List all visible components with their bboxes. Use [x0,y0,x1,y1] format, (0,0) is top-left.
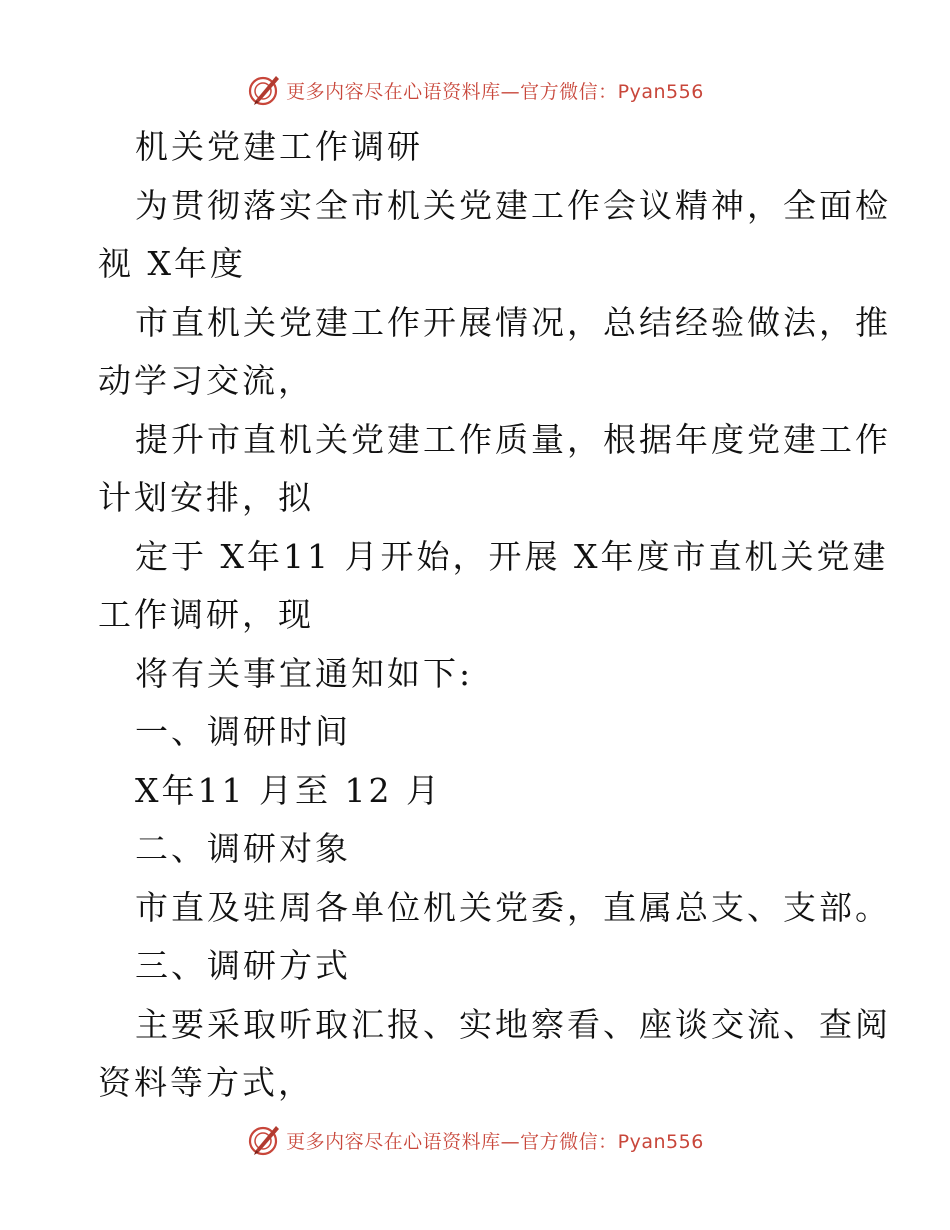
section-heading: 三、调研方式 [135,946,351,985]
header-banner [0,68,950,112]
paragraph-line: X年11 月至 12 月 [135,770,442,810]
paragraph-line: 工作调研，现 [98,595,314,634]
paragraph-line: 为贯彻落实全市机关党建工作会议精神，全面检 [135,185,891,225]
paragraph-line: 市直机关党建工作开展情况，总结经验做法，推 [135,302,891,342]
paragraph-line: 提升市直机关党建工作质量，根据年度党建工作 [135,419,891,459]
paragraph-line: 主要采取听取汇报、实地察看、座谈交流、查阅 [135,1004,891,1044]
paragraph-line: 资料等方式， [98,1063,314,1102]
quill-seal-logo-icon [246,1122,282,1158]
document-body [98,118,891,1113]
footer-banner [0,1118,950,1162]
section-heading: 一、调研时间 [135,712,351,751]
document-title: 机关党建工作调研 [135,127,423,166]
paragraph-line: 定于 X年11 月开始，开展 X年度市直机关党建 [135,536,889,576]
banner-text: 更多内容尽在心语资料库—官方微信：Pyan556 [286,80,704,103]
paragraph-line: 将有关事宜通知如下: [135,653,474,693]
banner-text: 更多内容尽在心语资料库—官方微信：Pyan556 [286,1130,704,1153]
paragraph-line: 市直及驻周各单位机关党委，直属总支、支部。 [135,887,891,927]
paragraph-line: 计划安排，拟 [98,478,314,517]
quill-seal-logo-icon [246,72,282,108]
section-heading: 二、调研对象 [135,829,351,868]
paragraph-line: 视 X年度 [98,244,246,283]
paragraph-line: 动学习交流， [98,361,314,400]
